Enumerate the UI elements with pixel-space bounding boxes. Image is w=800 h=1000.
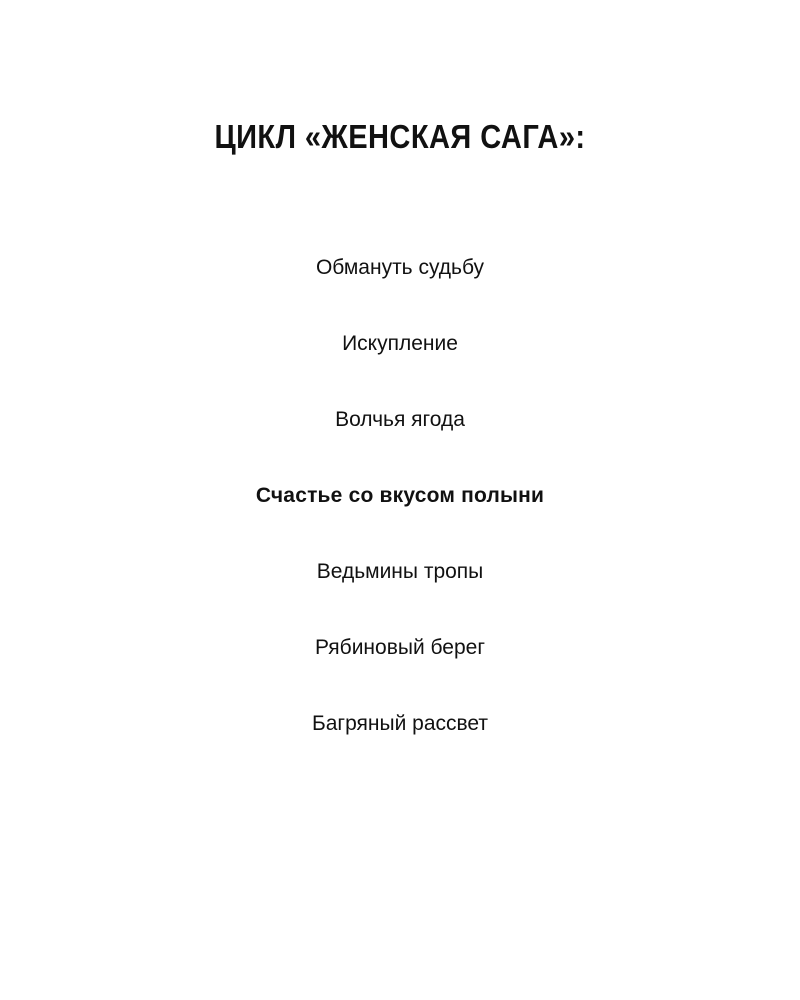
series-title: ЦИКЛ «ЖЕНСКАЯ САГА»: xyxy=(214,118,586,155)
list-item: Багряный рассвет xyxy=(311,712,489,735)
list-item: Искупление xyxy=(342,332,458,355)
list-item-current: Счастье со вкусом полыни xyxy=(255,484,545,507)
list-item: Обмануть судьбу xyxy=(315,256,485,279)
list-item: Ведьмины тропы xyxy=(316,560,484,583)
book-list xyxy=(0,255,800,787)
list-item: Волчья ягода xyxy=(335,408,465,431)
list-item: Рябиновый берег xyxy=(314,636,486,659)
